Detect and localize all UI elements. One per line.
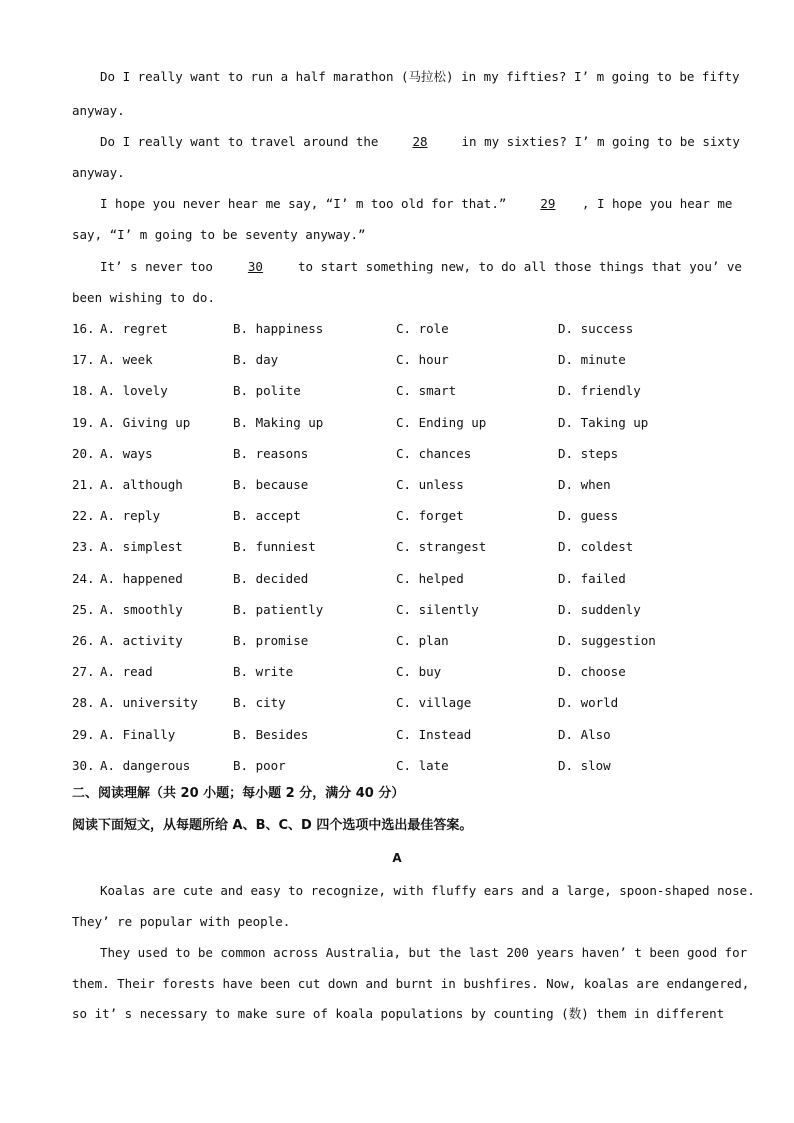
option-b: B. polite	[233, 383, 301, 398]
option-a: A. simplest	[100, 539, 183, 554]
option-b: B. happiness	[233, 321, 324, 336]
passage-line	[100, 196, 732, 212]
passage-text: They’ re popular with people.	[72, 914, 291, 929]
passage-text: I hope you never hear me say, “I’ m too old for that.”	[100, 196, 514, 211]
passage-text: Do I really want to travel around the	[100, 134, 386, 149]
option-a: A. dangerous	[100, 758, 191, 773]
passage-text: Do I really want to run a half marathon (马拉松) in my fifties? I’ m going to be fifty	[100, 69, 740, 84]
option-a: A. ways	[100, 446, 153, 461]
option-c: C. late	[396, 758, 449, 773]
option-d: D. choose	[558, 664, 626, 679]
option-b: B. patiently	[233, 602, 324, 617]
option-b: B. decided	[233, 571, 309, 586]
option-d: D. success	[558, 321, 634, 336]
option-c: C. buy	[396, 664, 442, 679]
passage-line	[72, 914, 290, 930]
passage-line	[72, 290, 215, 306]
option-c: C. unless	[396, 477, 464, 492]
option-d: D. slow	[558, 758, 611, 773]
option-c: C. village	[396, 695, 472, 710]
question-number: 24.	[72, 571, 95, 586]
option-c: C. role	[396, 321, 449, 336]
question-number: 22.	[72, 508, 95, 523]
passage-line	[100, 134, 740, 150]
passage-line	[100, 883, 755, 899]
option-d: D. Also	[558, 727, 611, 742]
option-a: A. regret	[100, 321, 168, 336]
passage-line	[100, 259, 742, 275]
passage-line	[72, 227, 366, 243]
option-a: A. Finally	[100, 727, 176, 742]
option-b: B. Making up	[233, 415, 324, 430]
passage-text: anyway.	[72, 103, 125, 118]
option-b: B. poor	[233, 758, 286, 773]
question-number: 17.	[72, 352, 95, 367]
passage-text: so it’ s necessary to make sure of koala populations by counting (数) them in different	[72, 1006, 725, 1021]
option-a: A. happened	[100, 571, 183, 586]
blank-28: 28	[412, 134, 428, 149]
option-b: B. because	[233, 477, 309, 492]
option-d: D. friendly	[558, 383, 641, 398]
option-b: B. Besides	[233, 727, 309, 742]
option-d: D. Taking up	[558, 415, 649, 430]
passage-text: say, “I’ m going to be seventy anyway.”	[72, 227, 366, 242]
option-c: C. silently	[396, 602, 479, 617]
blank-30: 30	[247, 259, 263, 274]
option-a: A. week	[100, 352, 153, 367]
passage-line	[72, 1006, 724, 1022]
passage-text: They used to be common across Australia, but the last 200 years haven’ t been good for	[100, 945, 748, 960]
option-a: A. Giving up	[100, 415, 191, 430]
option-b: B. promise	[233, 633, 309, 648]
question-number: 29.	[72, 727, 95, 742]
passage-text: to start something new, to do all those things that you’ ve	[290, 259, 742, 274]
option-d: D. steps	[558, 446, 619, 461]
blank-29: 29	[540, 196, 556, 211]
option-a: A. although	[100, 477, 183, 492]
passage-text: Koalas are cute and easy to recognize, with fluffy ears and a large, spoon-shaped nose.	[100, 883, 755, 898]
option-c: C. helped	[396, 571, 464, 586]
option-d: D. coldest	[558, 539, 634, 554]
option-a: A. activity	[100, 633, 183, 648]
question-number: 25.	[72, 602, 95, 617]
passage-text: been wishing to do.	[72, 290, 215, 305]
section-heading: 二、阅读理解（共 20 小题；每小题 2 分，满分 40 分）	[72, 786, 405, 801]
option-c: C. forget	[396, 508, 464, 523]
passage-line	[72, 165, 125, 181]
passage-line	[72, 103, 125, 119]
question-number: 27.	[72, 664, 95, 679]
passage-text: in my sixties? I’ m going to be sixty	[453, 134, 740, 149]
option-d: D. minute	[558, 352, 626, 367]
option-d: D. world	[558, 695, 619, 710]
passage-line	[72, 976, 749, 992]
question-number: 23.	[72, 539, 95, 554]
question-number: 16.	[72, 321, 95, 336]
option-d: D. suggestion	[558, 633, 656, 648]
option-c: C. chances	[396, 446, 472, 461]
option-c: C. Ending up	[396, 415, 487, 430]
option-c: C. smart	[396, 383, 457, 398]
question-number: 20.	[72, 446, 95, 461]
option-b: B. accept	[233, 508, 301, 523]
option-a: A. read	[100, 664, 153, 679]
option-c: C. hour	[396, 352, 449, 367]
option-b: B. city	[233, 695, 286, 710]
passage-text: anyway.	[72, 165, 125, 180]
passage-text: It’ s never too	[100, 259, 221, 274]
passage-line	[100, 69, 740, 85]
question-number: 26.	[72, 633, 95, 648]
option-c: C. strangest	[396, 539, 487, 554]
question-number: 30.	[72, 758, 95, 773]
option-d: D. when	[558, 477, 611, 492]
option-a: A. reply	[100, 508, 161, 523]
passage-text: , I hope you hear me	[581, 196, 733, 211]
option-a: A. lovely	[100, 383, 168, 398]
question-number: 21.	[72, 477, 95, 492]
option-d: D. failed	[558, 571, 626, 586]
option-c: C. Instead	[396, 727, 472, 742]
option-b: B. reasons	[233, 446, 309, 461]
option-b: B. write	[233, 664, 294, 679]
option-b: B. day	[233, 352, 279, 367]
question-number: 28.	[72, 695, 95, 710]
option-a: A. university	[100, 695, 198, 710]
passage-text: them. Their forests have been cut down and burnt in bushfires. Now, koalas are endangered,	[72, 976, 750, 991]
option-d: D. suddenly	[558, 602, 641, 617]
section-instruction: 阅读下面短文，从每题所给 A、B、C、D 四个选项中选出最佳答案。	[72, 818, 473, 833]
part-label: A	[392, 851, 402, 865]
passage-line	[100, 945, 747, 961]
option-d: D. guess	[558, 508, 619, 523]
question-number: 18.	[72, 383, 95, 398]
option-a: A. smoothly	[100, 602, 183, 617]
option-c: C. plan	[396, 633, 449, 648]
option-b: B. funniest	[233, 539, 316, 554]
question-number: 19.	[72, 415, 95, 430]
